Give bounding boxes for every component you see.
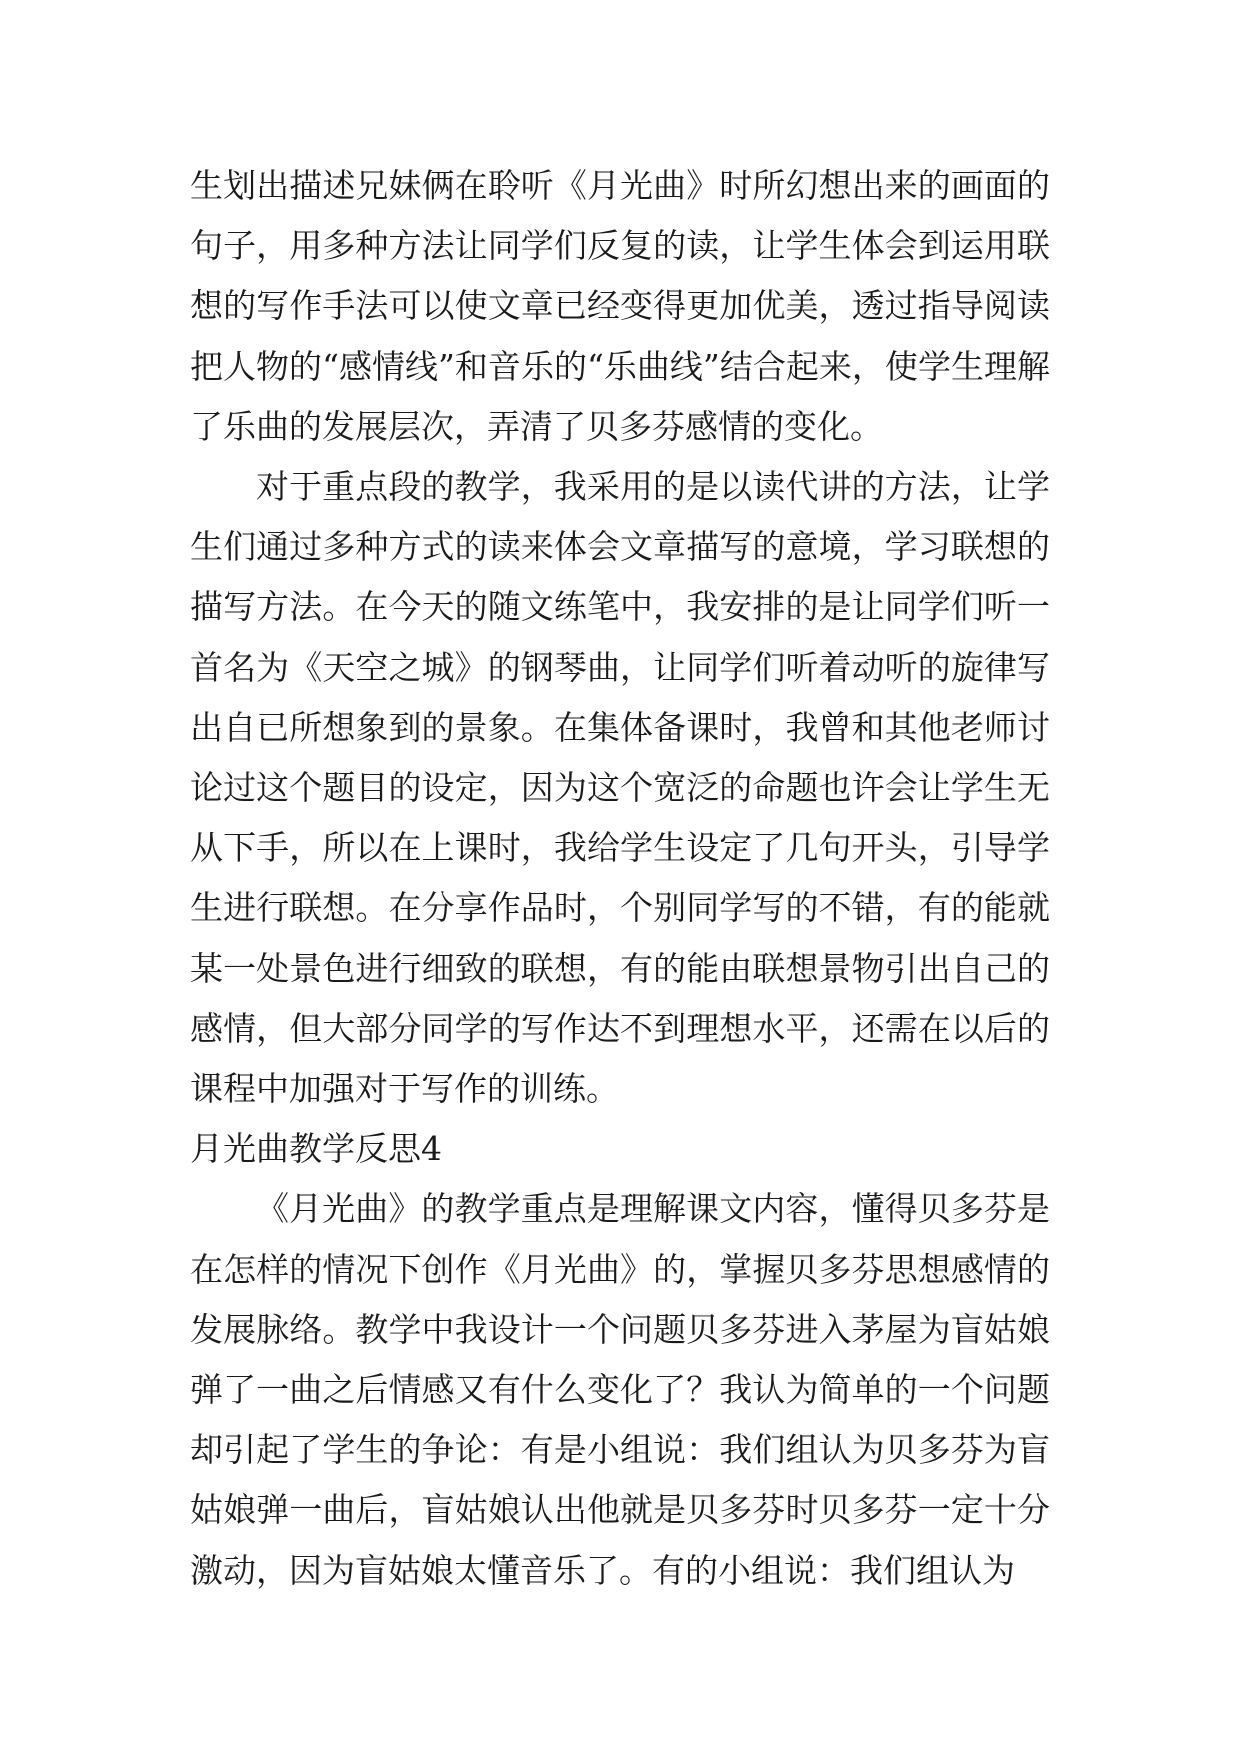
- section-heading: 月光曲教学反思4: [190, 1129, 442, 1169]
- paragraph-continuation: 生划出描述兄妹俩在聆听《月光曲》时所幻想出来的画面的句子，用多种方法让同学们反复的读，让学生体会到运用联想的写作手法可以使文章已经变得更加优美，透过指导阅读把人物的“感情线”和音乐的“乐曲线”结合起来，使学生理解了乐曲的发展层次，弄清了贝多芬感情的变化。: [190, 166, 1050, 446]
- paragraph-reflection-4: 《月光曲》的教学重点是理解课文内容，懂得贝多芬是在怎样的情况下创作《月光曲》的，掌握贝多芬思想感情的发展脉络。教学中我设计一个问题贝多芬进入茅屋为盲姑娘弹了一曲之后情感又有什么变化了？我认为简单的一个问题却引起了学生的争论：有是小组说：我们组认为贝多芬为盲姑娘弹一曲后，盲姑娘认出他就是贝多芬时贝多芬一定十分激动，因为盲姑娘太懂音乐了。有的小组说：我们组认为: [190, 1189, 1050, 1590]
- paragraph-teaching-method: 对于重点段的教学，我采用的是以读代讲的方法，让学生们通过多种方式的读来体会文章描写的意境，学习联想的描写方法。在今天的随文练笔中，我安排的是让同学们听一首名为《天空之城》的钢琴曲，让同学们听着动听的旋律写出自已所想象到的景象。在集体备课时，我曾和其他老师讨论过这个题目的设定，因为这个宽泛的命题也许会让学生无从下手，所以在上课时，我给学生设定了几句开头，引导学生进行联想。在分享作品时，个别同学写的不错，有的能就某一处景色进行细致的联想，有的能由联想景物引出自己的感情，但大部分同学的写作达不到理想水平，还需在以后的课程中加强对于写作的训练。: [190, 467, 1050, 1109]
- document-body: [190, 156, 1050, 1601]
